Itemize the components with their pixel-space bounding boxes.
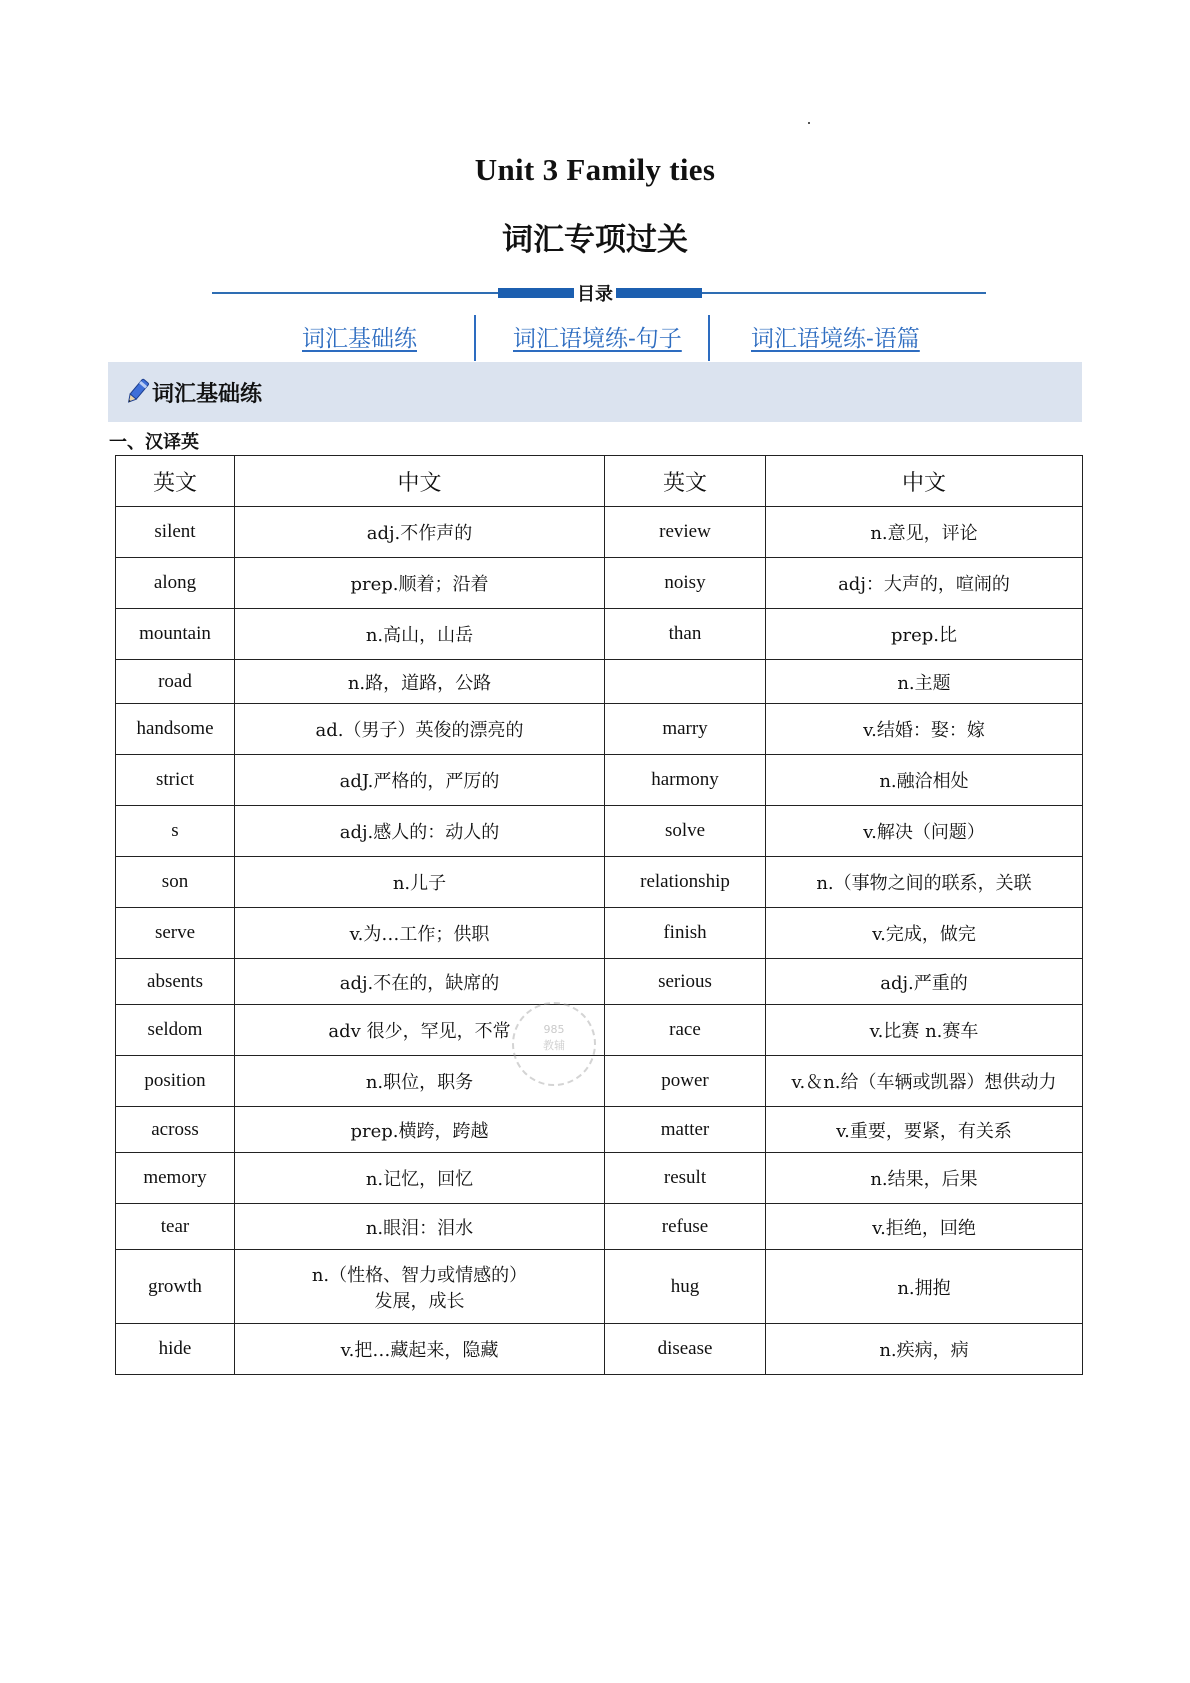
stamp-text: 985 bbox=[543, 1023, 565, 1036]
column-header: 中文 bbox=[235, 456, 605, 507]
chinese-meaning-cell: adj.不作声的 bbox=[235, 507, 605, 558]
table-row bbox=[116, 558, 1083, 609]
english-word-cell: s bbox=[116, 806, 235, 857]
toc-link-passage[interactable]: 词汇语境练-语篇 bbox=[751, 326, 920, 352]
english-word-cell: memory bbox=[116, 1153, 235, 1204]
column-header: 英文 bbox=[116, 456, 235, 507]
vocabulary-table bbox=[115, 455, 1083, 1375]
english-word-cell: strict bbox=[116, 755, 235, 806]
table-row bbox=[116, 507, 1083, 558]
english-word-cell: refuse bbox=[605, 1204, 766, 1250]
stray-mark bbox=[808, 122, 810, 124]
table-row bbox=[116, 806, 1083, 857]
table-row bbox=[116, 1056, 1083, 1107]
english-word-cell: along bbox=[116, 558, 235, 609]
english-word-cell: mountain bbox=[116, 609, 235, 660]
chinese-meaning-cell: v.结婚：娶：嫁 bbox=[766, 704, 1083, 755]
chinese-meaning-cell: v.比赛 n.赛车 bbox=[766, 1005, 1083, 1056]
english-word-cell: than bbox=[605, 609, 766, 660]
chinese-meaning-cell: n.儿子 bbox=[235, 857, 605, 908]
chinese-meaning-cell: v.重要，要紧，有关系 bbox=[766, 1107, 1083, 1153]
chinese-meaning-cell: n.融洽相处 bbox=[766, 755, 1083, 806]
english-word-cell: across bbox=[116, 1107, 235, 1153]
chinese-meaning-cell: v.拒绝，回绝 bbox=[766, 1204, 1083, 1250]
table-row bbox=[116, 1005, 1083, 1056]
chinese-meaning-cell: adj.严重的 bbox=[766, 959, 1083, 1005]
column-header: 中文 bbox=[766, 456, 1083, 507]
table-row bbox=[116, 857, 1083, 908]
toc-label: 目录 bbox=[574, 280, 616, 306]
toc-separator bbox=[708, 315, 710, 361]
chinese-meaning-cell: adJ.严格的，严厉的 bbox=[235, 755, 605, 806]
chinese-meaning-cell: adj.感人的：动人的 bbox=[235, 806, 605, 857]
table-row bbox=[116, 660, 1083, 704]
toc-link-sentence[interactable]: 词汇语境练-句子 bbox=[513, 326, 682, 352]
chinese-meaning-cell: n.记忆，回忆 bbox=[235, 1153, 605, 1204]
english-word-cell bbox=[605, 660, 766, 704]
page-title: Unit 3 Family ties bbox=[474, 152, 716, 187]
chinese-meaning-cell: adj.不在的，缺席的 bbox=[235, 959, 605, 1005]
english-word-cell: position bbox=[116, 1056, 235, 1107]
english-word-cell: result bbox=[605, 1153, 766, 1204]
chinese-meaning-cell: n.职位，职务 bbox=[235, 1056, 605, 1107]
english-word-cell: noisy bbox=[605, 558, 766, 609]
english-word-cell: serve bbox=[116, 908, 235, 959]
table-row bbox=[116, 755, 1083, 806]
table-header-row bbox=[116, 456, 1083, 507]
chinese-meaning-cell: v.完成，做完 bbox=[766, 908, 1083, 959]
chinese-meaning-cell: adj：大声的，喧闹的 bbox=[766, 558, 1083, 609]
table-row bbox=[116, 1250, 1083, 1324]
chinese-meaning-cell: ad.（男子）英俊的漂亮的 bbox=[235, 704, 605, 755]
chinese-meaning-cell: v.解决（问题） bbox=[766, 806, 1083, 857]
chinese-meaning-cell: n.路，道路，公路 bbox=[235, 660, 605, 704]
english-word-cell: power bbox=[605, 1056, 766, 1107]
column-header: 英文 bbox=[605, 456, 766, 507]
chinese-meaning-cell: n.高山，山岳 bbox=[235, 609, 605, 660]
toc-bar-left bbox=[498, 288, 580, 298]
english-word-cell: serious bbox=[605, 959, 766, 1005]
english-word-cell: matter bbox=[605, 1107, 766, 1153]
english-word-cell: relationship bbox=[605, 857, 766, 908]
toc-rule-left bbox=[212, 292, 498, 294]
english-word-cell: son bbox=[116, 857, 235, 908]
english-word-cell: absents bbox=[116, 959, 235, 1005]
table-row bbox=[116, 1324, 1083, 1375]
table-row bbox=[116, 908, 1083, 959]
part-title: 一、汉译英 bbox=[109, 432, 199, 453]
chinese-meaning-cell: prep.横跨，跨越 bbox=[235, 1107, 605, 1153]
english-word-cell: road bbox=[116, 660, 235, 704]
stamp-text: 教辅 bbox=[543, 1039, 565, 1052]
chinese-meaning-cell: v.＆n.给（车辆或凯器）想供动力 bbox=[766, 1056, 1083, 1107]
english-word-cell: solve bbox=[605, 806, 766, 857]
chinese-meaning-cell: adv 很少，罕见，不常 bbox=[235, 1005, 605, 1056]
english-word-cell: finish bbox=[605, 908, 766, 959]
chinese-meaning-cell: n.结果，后果 bbox=[766, 1153, 1083, 1204]
chinese-meaning-cell: n.疾病，病 bbox=[766, 1324, 1083, 1375]
english-word-cell: disease bbox=[605, 1324, 766, 1375]
english-word-cell: tear bbox=[116, 1204, 235, 1250]
english-word-cell: race bbox=[605, 1005, 766, 1056]
chinese-meaning-cell: v.把…藏起来，隐藏 bbox=[235, 1324, 605, 1375]
toc-rule-right bbox=[702, 292, 986, 294]
toc-link-basic[interactable]: 词汇基础练 bbox=[302, 326, 417, 352]
table-row bbox=[116, 609, 1083, 660]
english-word-cell: hide bbox=[116, 1324, 235, 1375]
chinese-meaning-cell: n.（性格、智力或情感的） 发展，成长 bbox=[235, 1250, 605, 1324]
chinese-meaning-cell: n.主题 bbox=[766, 660, 1083, 704]
english-word-cell: review bbox=[605, 507, 766, 558]
english-word-cell: seldom bbox=[116, 1005, 235, 1056]
toc-separator bbox=[474, 315, 476, 361]
table-row bbox=[116, 1107, 1083, 1153]
watermark-stamp bbox=[512, 1002, 596, 1086]
english-word-cell: handsome bbox=[116, 704, 235, 755]
chinese-meaning-cell: n.拥抱 bbox=[766, 1250, 1083, 1324]
toc-bar-right bbox=[610, 288, 702, 298]
chinese-meaning-cell: v.为…工作；供职 bbox=[235, 908, 605, 959]
chinese-meaning-cell: prep.顺着；沿着 bbox=[235, 558, 605, 609]
english-word-cell: growth bbox=[116, 1250, 235, 1324]
chinese-meaning-cell: n.（事物之间的联系，关联 bbox=[766, 857, 1083, 908]
table-row bbox=[116, 1204, 1083, 1250]
pencil-icon bbox=[124, 378, 150, 406]
chinese-meaning-cell: n.眼泪：泪水 bbox=[235, 1204, 605, 1250]
table-row bbox=[116, 1153, 1083, 1204]
english-word-cell: silent bbox=[116, 507, 235, 558]
chinese-meaning-cell: n.意见，评论 bbox=[766, 507, 1083, 558]
english-word-cell: hug bbox=[605, 1250, 766, 1324]
table-row bbox=[116, 704, 1083, 755]
chinese-meaning-cell: prep.比 bbox=[766, 609, 1083, 660]
english-word-cell: marry bbox=[605, 704, 766, 755]
table-row bbox=[116, 959, 1083, 1005]
english-word-cell: harmony bbox=[605, 755, 766, 806]
section-title: 词汇基础练 bbox=[152, 382, 263, 407]
page-subtitle: 词汇专项过关 bbox=[502, 222, 688, 258]
